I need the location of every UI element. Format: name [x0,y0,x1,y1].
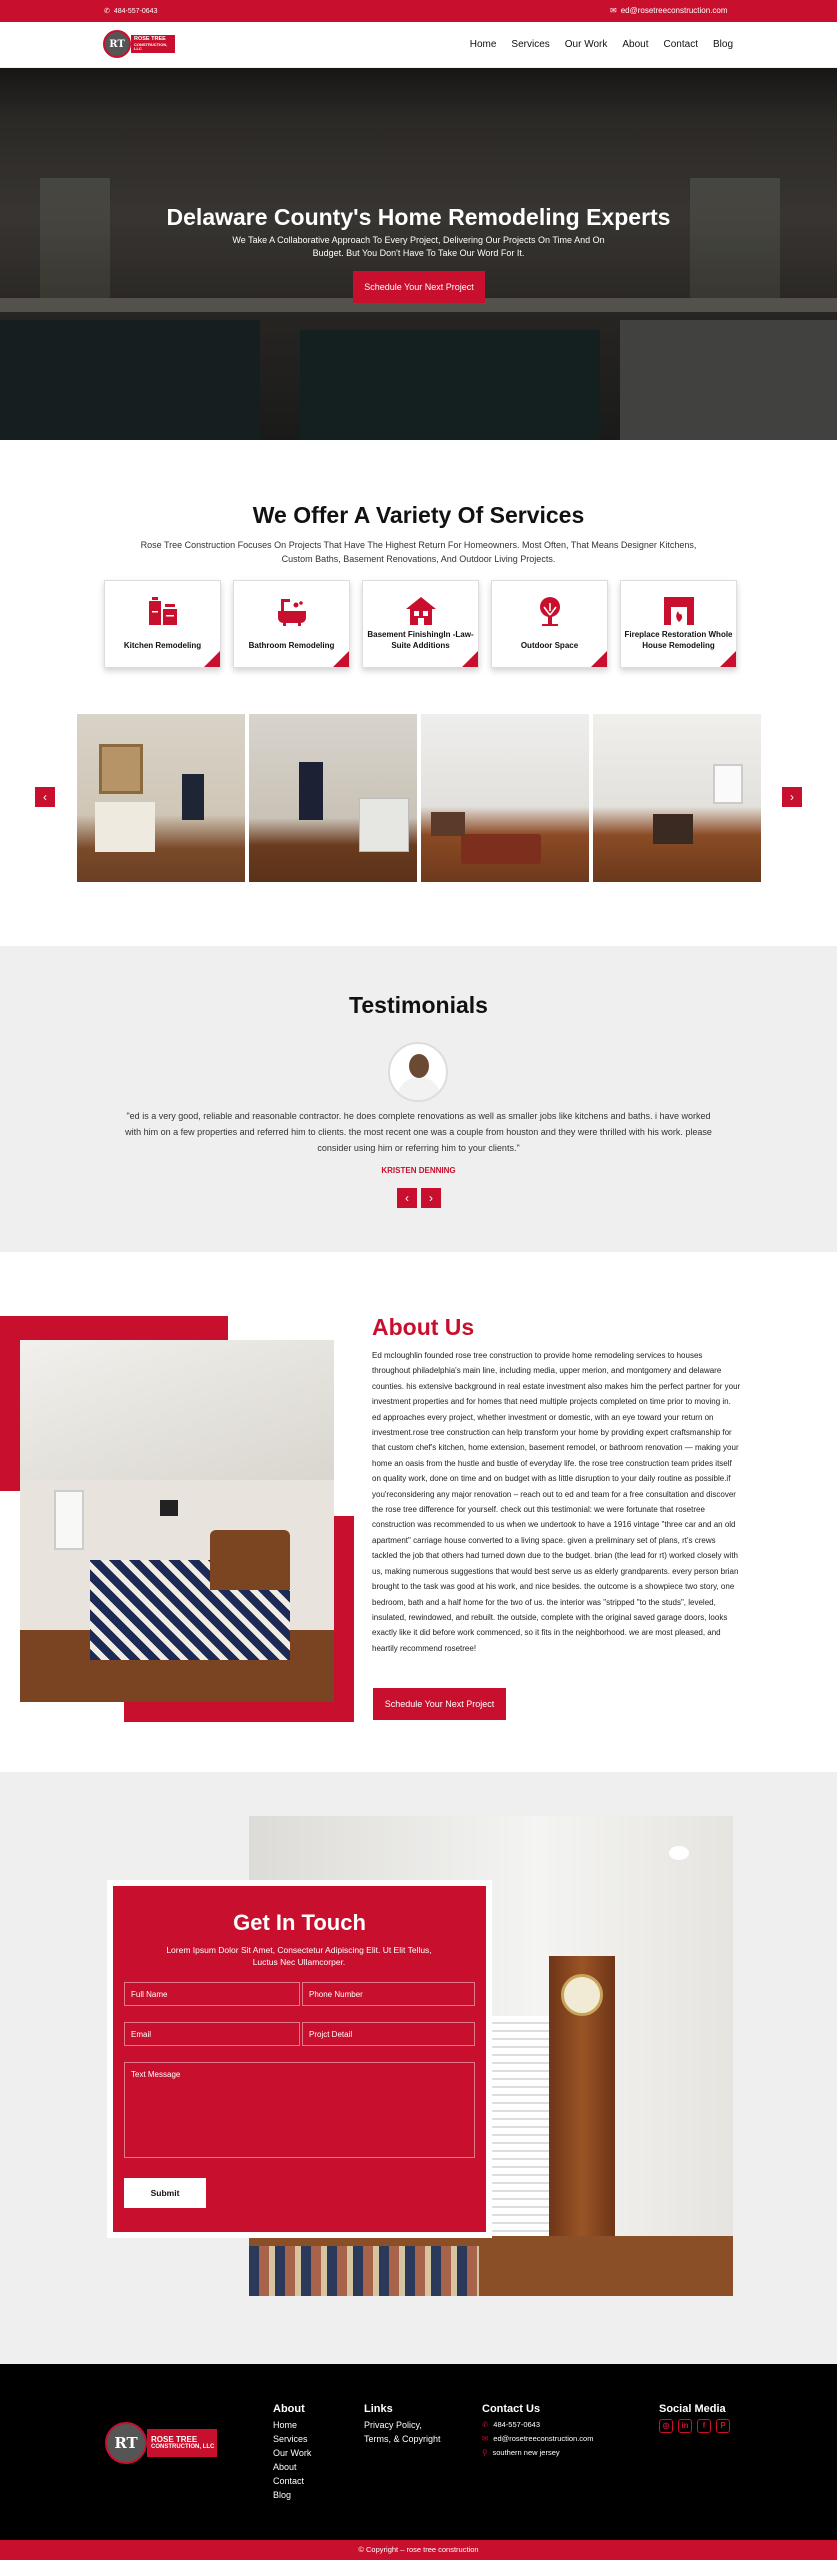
hero-title: Delaware County's Home Remodeling Experts [166,204,671,230]
testimonials-title: Testimonials [349,992,488,1018]
testimonial-author: KRISTEN DENNING [381,1166,456,1175]
mail-icon: ✉ [610,6,617,15]
about-section [0,1252,837,1772]
photo-headboard [210,1530,290,1590]
testimonial-next-button[interactable]: › [421,1188,441,1208]
photo-washer [359,798,409,852]
photo-chair [653,814,693,844]
card-corner [462,651,478,667]
service-label: Bathroom Remodeling [248,641,335,650]
footer-logo[interactable] [105,2422,217,2464]
nav-blog[interactable]: Blog [712,39,733,50]
photo-ceiling [20,1340,334,1480]
about-title: About Us [372,1314,475,1340]
photo-sofa [431,812,465,836]
kitchen-icon [147,595,179,627]
footer-logo-line1: ROSE TREE [151,2434,198,2444]
topbar-phone[interactable] [104,7,157,15]
footer-social-title: Social Media [659,2403,726,2415]
linkedin-icon[interactable]: in [678,2419,692,2433]
nav-contact[interactable]: Contact [663,39,698,50]
facebook-icon[interactable]: f [697,2419,711,2433]
footer-link-terms[interactable]: Terms, & Copyright [364,2434,441,2444]
photo-rug [461,834,541,864]
about-cta-button[interactable]: Schedule Your Next Project [373,1688,506,1720]
instagram-icon[interactable]: ◎ [659,2419,673,2433]
bathtub-icon [276,595,308,627]
avatar-shirt [398,1078,440,1102]
footer-contact-column [482,2402,593,2460]
photo-vanity [95,802,155,852]
footer-phone-text: 484-557-0643 [493,2420,541,2429]
service-label: Outdoor Space [520,641,579,650]
logo-line2: CONSTRUCTION, LLC [134,41,168,51]
contact-section [0,1772,837,2364]
footer-contact-title: Contact Us [482,2403,541,2415]
contact-title: Get In Touch [233,1910,366,1935]
fireplace-icon [663,595,695,627]
social-icons [659,2419,730,2433]
submit-button[interactable]: Submit [124,2178,206,2208]
service-card-fireplace[interactable] [620,580,737,668]
nav-menu [470,39,733,50]
card-corner [333,651,349,667]
phone-icon: ✆ [482,2420,489,2429]
testimonial-quote: "ed is a very good, reliable and reasonable contractor. he does complete renovations as well as smaller jobs like kitchens and baths. i have worked with him on a few properties and referred him to clients. the most recent one was a couple from houston and they were thrilled with his work. please consider using him or referring him to your clients." [125,1111,712,1153]
tree-icon [534,595,566,627]
phone-icon: ✆ [104,8,110,15]
footer-location [482,2446,593,2460]
hero-cta-button[interactable]: Schedule Your Next Project [353,271,485,303]
services-section [0,440,837,946]
photo-towel [299,762,323,820]
contact-form [107,1880,492,2238]
hero-section [0,68,837,440]
gallery-photo-attic-living[interactable] [421,714,589,882]
nav-home[interactable]: Home [469,39,497,50]
nav-our-work[interactable]: Our Work [564,39,608,50]
testimonial-prev-button[interactable]: ‹ [397,1188,417,1208]
card-corner [720,651,736,667]
footer-link-contact[interactable]: Contact [273,2476,305,2486]
house-icon [405,595,437,627]
gallery-prev-button[interactable]: ‹ [35,787,55,807]
footer-about-column [273,2402,311,2502]
gallery-photo-laundry[interactable] [249,714,417,882]
footer-link-services[interactable]: Services [273,2434,308,2444]
hero-subtitle: We Take A Collaborative Approach To Every Project, Delivering Our Projects On Time And On Budget. But You Don't Have To Take Our Word For It. [232,235,605,258]
gallery-next-button[interactable]: › [782,787,802,807]
project-detail-field[interactable]: Projct Detail [302,2022,475,2046]
photo-stair [489,2016,549,2236]
services-title: We Offer A Variety Of Services [252,502,585,528]
service-card-outdoor[interactable] [491,580,608,668]
service-card-bathroom[interactable] [233,580,350,668]
services-subtitle: Rose Tree Construction Focuses On Projects That Have The Highest Return For Homeowners. Most Often, That Means Designer Kitchens, Custom Baths, Basement Renovations, And Outdoor Living Projects. [140,540,697,564]
topbar-email[interactable] [610,6,728,15]
service-label: Kitchen Remodeling [123,641,202,650]
logo-line1: ROSE TREE [134,35,166,42]
logo-mark: RT [103,30,131,58]
site-logo[interactable] [103,30,175,58]
footer-location-text: southern new jersey [492,2448,560,2457]
service-label: Basement FinishingIn -Law-Suite Additions [367,630,474,650]
photo-mirror [99,744,143,794]
footer-link-home[interactable]: Home [273,2420,298,2430]
phone-field[interactable]: Phone Number [302,1982,475,2006]
gallery-photo-attic-room[interactable] [593,714,761,882]
gallery-photo-bathroom-vanity[interactable] [77,714,245,882]
top-bar [0,0,837,22]
photo-ceiling-light [669,1846,689,1860]
contact-subtitle: Lorem Ipsum Dolor Sit Amet, Consectetur Adipiscing Elit. Ut Elit Tellus, Luctus Nec Ullamcorper. [166,1945,432,1967]
location-pin-icon: ⚲ [482,2448,488,2457]
footer-link-blog[interactable]: Blog [273,2490,292,2500]
card-corner [204,651,220,667]
copyright-bar: © Copyright – rose tree construction [0,2540,837,2560]
logo-wordmark [131,35,175,53]
photo-clock-face [561,1974,603,2016]
about-photo-bedroom [20,1340,334,1702]
footer-email-text: ed@rosetreeconstruction.com [493,2434,594,2443]
photo-lamp [160,1500,178,1516]
footer-link-our-work[interactable]: Our Work [273,2448,312,2458]
footer-phone[interactable] [482,2418,593,2432]
photo-window [713,764,743,804]
full-name-field[interactable]: Full Name [124,1982,300,2006]
footer-link-about[interactable]: About [273,2462,297,2472]
service-card-kitchen[interactable] [104,580,221,668]
card-corner [591,651,607,667]
avatar-head [409,1054,429,1078]
mail-icon: ✉ [482,2434,489,2443]
email-field[interactable]: Email [124,2022,300,2046]
work-gallery [77,714,761,882]
footer-link-privacy[interactable]: Privacy Policy, [364,2420,422,2430]
nav-about[interactable]: About [622,39,649,50]
topbar-phone-text: 484-557-0643 [113,7,158,15]
nav-services[interactable]: Services [511,39,550,50]
service-label: Fireplace Restoration Whole House Remodeling [624,630,733,650]
footer-about-title: About [273,2403,305,2415]
photo-window [54,1490,84,1550]
footer-links-title: Links [364,2403,393,2415]
services-cards [104,580,737,668]
photo-towel [182,774,204,820]
photo-rug [249,2246,479,2296]
topbar-email-text: ed@rosetreeconstruction.com [620,6,728,15]
pinterest-icon[interactable]: P [716,2419,730,2433]
footer [0,2364,837,2540]
about-body: Ed mcloughlin founded rose tree construction to provide home remodeling services to houses throughout philadelphia's main line, including media, upper merion, and montgomery and delaware counties. his extensive background in real estate investment also makes him the perfect partner for your investment properties and for homes that need multiple projects completed on time prior to moving in. ed approaches every project, whether investment or domestic, with an eye toward your return on investment.rose tree construction can help transform your home by providing expert craftsmanship for that custom chef's kitchen, home extension, basement remodel, or bathroom renovation — making your home an oasis from the hustle and bustle of everyday life. the rose tree construction team prides itself on quality work, done on time and on budget with as little disruption to your daily routine as possible.if you'reconsidering any major renovation – reach out to ed and team for a free consultation and discover the rose tree difference for yourself. check out this testimonial: we were fortunate that rosetree construction was recommended to us when we undertook to have a 1916 vintage "three car and an old apartment" carriage house converted to a living space. given a preliminary set of plans, rt's crews tackled the job that others had turned down due to the budget. brian (the lead for rt) worked closely with us, making numerous suggestions that would best serve us as elderly grandparents. every person brian brought to the task was good at his work, and nice besides. the outcome is a showpiece two story, one bedroom, bath and a half home for the two of us. the interior was "stripped "to the studs", leveled, insulated, rewindowed, and rebuilt. the outside, complete with the original saved garage doors, looks exactly like it did before work commenced, so it fits in the neighborhood. we are most pleased, and heartily recommend rosetree! [372,1351,741,1653]
main-navbar [0,22,837,68]
footer-email[interactable] [482,2432,593,2446]
testimonial-avatar [388,1042,448,1102]
footer-logo-line2: CONSTRUCTION, LLC [151,2444,215,2451]
footer-links-column [364,2402,441,2446]
footer-logo-wordmark [147,2429,217,2457]
message-field[interactable]: Text Message [124,2062,475,2158]
service-card-basement[interactable] [362,580,479,668]
footer-logo-mark: RT [105,2422,147,2464]
testimonials-section [0,946,837,1252]
footer-social-column [659,2402,730,2433]
